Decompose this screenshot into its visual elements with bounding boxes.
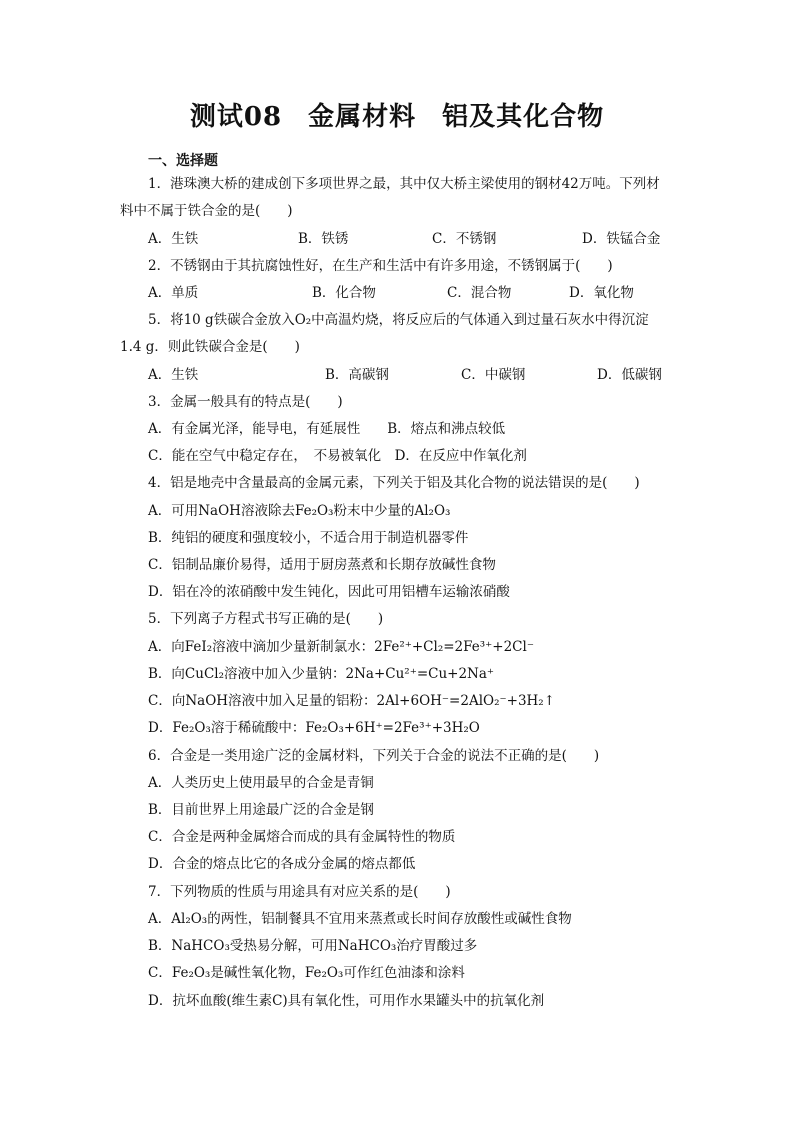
q1-option-c: C．不锈钢 bbox=[432, 231, 497, 247]
q7-option-c: C．Fe₂O₃是碱性氧化物，Fe₂O₃可作红色油漆和涂料 bbox=[148, 965, 465, 981]
q5b-stem: 5．下列离子方程式书写正确的是( ) bbox=[148, 611, 384, 627]
q5b-option-b: B．向CuCl₂溶液中加入少量钠：2Na+Cu²⁺=Cu+2Na⁺ bbox=[148, 666, 495, 682]
q1-stem-line1: 1．港珠澳大桥的建成创下多项世界之最，其中仅大桥主梁使用的钢材42万吨。下列材 bbox=[148, 176, 660, 192]
q6-option-b: B．目前世界上用途最广泛的合金是钢 bbox=[148, 802, 374, 818]
q7-stem: 7．下列物质的性质与用途具有对应关系的是( ) bbox=[148, 884, 451, 900]
q2-stem: 2．不锈钢由于其抗腐蚀性好，在生产和生活中有许多用途，不锈钢属于( ) bbox=[148, 258, 613, 274]
q1-stem-line2: 料中不属于铁合金的是( ) bbox=[120, 203, 293, 219]
q5a-option-a: A．生铁 bbox=[148, 367, 199, 383]
q6-stem: 6．合金是一类用途广泛的金属材料，下列关于合金的说法不正确的是( ) bbox=[148, 748, 600, 764]
q4-stem: 4．铝是地壳中含量最高的金属元素，下列关于铝及其化合物的说法错误的是( ) bbox=[148, 475, 640, 491]
page-title bbox=[0, 96, 794, 133]
title-subtopic: 铝及其化合物 bbox=[442, 102, 605, 132]
q4-option-b: B．纯铝的硬度和强度较小，不适合用于制造机器零件 bbox=[148, 530, 469, 546]
q3-options-ab: A．有金属光泽，能导电，有延展性 B．熔点和沸点较低 bbox=[148, 421, 506, 437]
q4-option-c: C．铝制品廉价易得，适用于厨房蒸煮和长期存放碱性食物 bbox=[148, 557, 496, 573]
q2-option-a: A．单质 bbox=[148, 285, 199, 301]
q5a-stem-line2: 1.4 g．则此铁碳合金是( ) bbox=[120, 339, 300, 355]
q4-option-d: D．铝在冷的浓硝酸中发生钝化，因此可用铝槽车运输浓硝酸 bbox=[148, 584, 510, 600]
q7-option-b: B．NaHCO₃受热易分解，可用NaHCO₃治疗胃酸过多 bbox=[148, 938, 478, 954]
q6-option-a: A．人类历史上使用最早的合金是青铜 bbox=[148, 775, 374, 791]
q5a-option-b: B．高碳钢 bbox=[325, 367, 389, 383]
q3-stem: 3．金属一般具有的特点是( ) bbox=[148, 394, 343, 410]
q2-option-c: C．混合物 bbox=[447, 285, 512, 301]
q5a-option-c: C．中碳钢 bbox=[461, 367, 526, 383]
q2-option-b: B．化合物 bbox=[312, 285, 376, 301]
q7-option-a: A．Al₂O₃的两性，铝制餐具不宜用来蒸煮或长时间存放酸性或碱性食物 bbox=[148, 911, 572, 927]
q1-option-d: D．铁锰合金 bbox=[582, 231, 661, 247]
q5a-stem-line1: 5．将10 g铁碳合金放入O₂中高温灼烧，将反应后的气体通入到过量石灰水中得沉淀 bbox=[148, 312, 649, 328]
q6-option-c: C．合金是两种金属熔合而成的具有金属特性的物质 bbox=[148, 829, 456, 845]
title-topic: 金属材料 bbox=[308, 102, 417, 132]
q1-option-b: B．铁锈 bbox=[298, 231, 349, 247]
q6-option-d: D．合金的熔点比它的各成分金属的熔点都低 bbox=[148, 856, 416, 872]
q5b-option-c: C．向NaOH溶液中加入足量的铝粉：2Al+6OH⁻=2AlO₂⁻+3H₂↑ bbox=[148, 693, 556, 709]
section-heading: 一、选择题 bbox=[148, 153, 218, 169]
q2-option-d: D．氧化物 bbox=[569, 285, 634, 301]
q4-option-a: A．可用NaOH溶液除去Fe₂O₃粉末中少量的Al₂O₃ bbox=[148, 503, 451, 519]
q5b-option-a: A．向FeI₂溶液中滴加少量新制氯水：2Fe²⁺+Cl₂=2Fe³⁺+2Cl⁻ bbox=[148, 639, 534, 655]
q3-options-cd: C．能在空气中稳定存在， 不易被氧化 D．在反应中作氧化剂 bbox=[148, 448, 527, 464]
q7-option-d: D．抗坏血酸(维生素C)具有氧化性，可用作水果罐头中的抗氧化剂 bbox=[148, 993, 545, 1009]
q5b-option-d: D．Fe₂O₃溶于稀硫酸中：Fe₂O₃+6H⁺=2Fe³⁺+3H₂O bbox=[148, 720, 480, 736]
q1-option-a: A．生铁 bbox=[148, 231, 199, 247]
q5a-option-d: D．低碳钢 bbox=[597, 367, 662, 383]
title-test-number: 测试08 bbox=[189, 102, 283, 132]
